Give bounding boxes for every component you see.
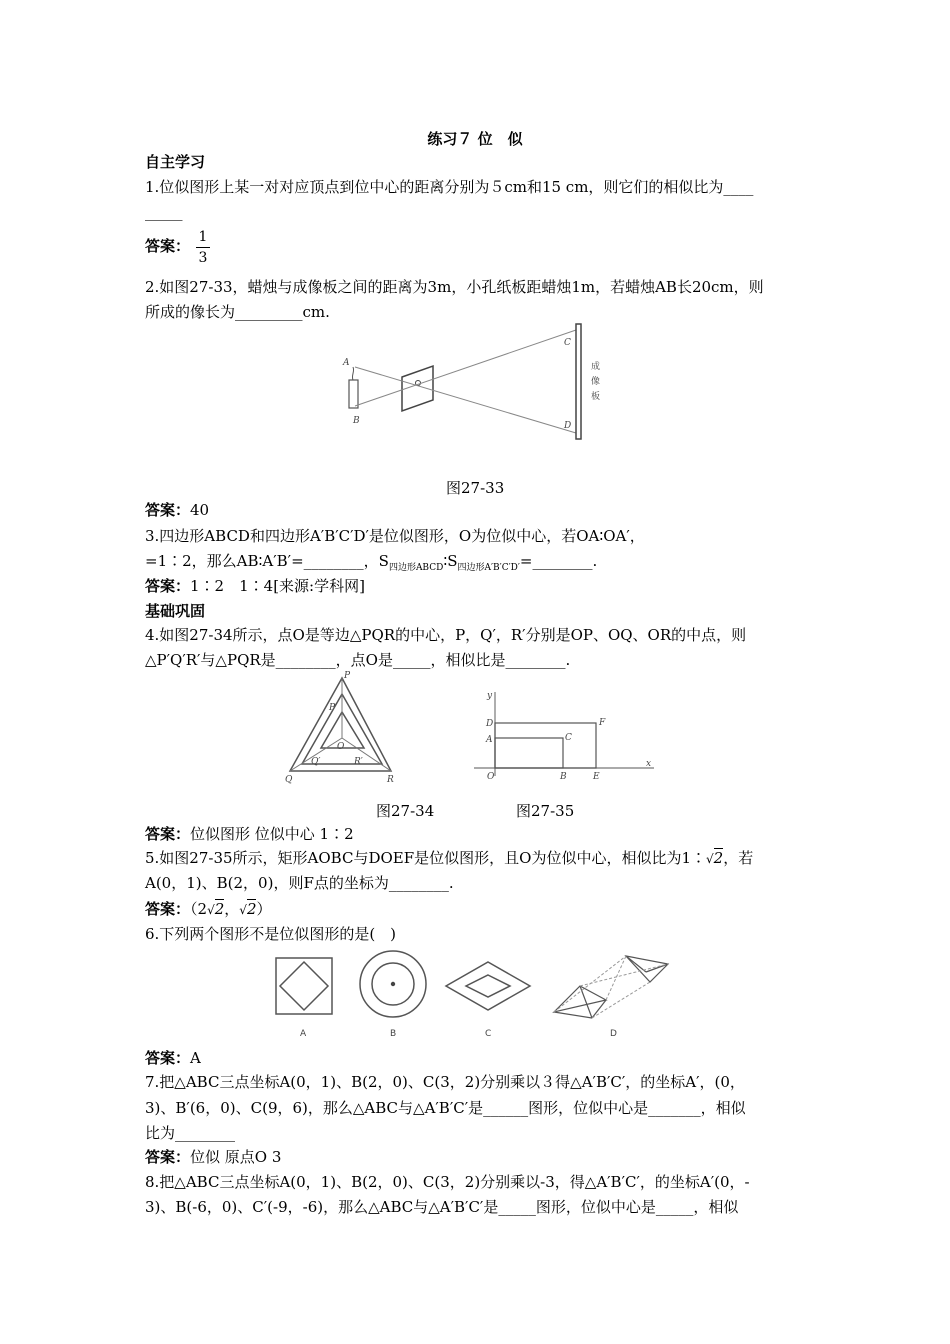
question-7-line-2: 3)、B′(6，0)、C(9，6)，那么△ABC与△A′B′C′是______图形，位似中心是_______，相似: [145, 1099, 746, 1117]
label-o: O: [487, 772, 495, 782]
option-a-figure: [276, 958, 332, 1014]
figure-27-33-pinhole-diagram: [335, 320, 615, 445]
label-r-prime: R′: [354, 757, 363, 767]
answer-2-value: 40: [190, 501, 210, 519]
label-d: D: [564, 421, 572, 431]
figure-27-35-caption: 图27-35: [516, 802, 575, 820]
imaging-board: [576, 324, 581, 439]
answer-label: 答案：: [145, 900, 191, 918]
option-d-figure: [554, 956, 668, 1018]
question-7-line-1: 7.把△ABC三点坐标A(0，1)、B(2，0)、C(3，2)分别乘以３得△A′B′C′，的坐标A′，(0，: [145, 1073, 745, 1091]
answer-4-value: 位似图形 位似中心 1∶2: [190, 825, 354, 843]
section-heading-basic: 基础巩固: [145, 602, 206, 620]
a5-open: （2: [190, 900, 208, 918]
question-5-line-2: A(0，1)、B(2，0)，则F点的坐标为________.: [145, 874, 454, 892]
q5-part-a: 5.如图27-35所示，矩形AOBC与DOEF是位似图形，且O为位似中心，相似比为1∶: [145, 849, 706, 867]
candle: [349, 380, 358, 408]
q3-part-a: =1∶2，那么AB∶A′B′=________，S: [145, 552, 389, 570]
label-o: O: [337, 742, 345, 752]
q3-subscript-1: 四边形ABCD: [388, 563, 444, 573]
question-3-line-1: 3.四边形ABCD和四边形A′B′C′D′是位似图形，O为位似中心，若OA∶OA′，: [145, 527, 645, 545]
answer-6: [145, 1048, 201, 1068]
question-7-line-3: 比为________: [145, 1124, 236, 1142]
candle-flame: [352, 367, 353, 380]
answer-1-fraction: [196, 228, 210, 267]
question-8-line-2: 3)、B(-6，0)、C′(-9，-6)，那么△ABC与△A′B′C′是_____图形，位似中心是_____，相似: [145, 1198, 739, 1216]
label-p: P: [344, 671, 351, 681]
label-y: y: [487, 691, 493, 701]
figure-27-35-rectangles: [470, 686, 660, 782]
board-char-2: 像: [591, 377, 601, 387]
label-q: Q: [285, 775, 293, 785]
answer-label: 答案：: [145, 825, 191, 843]
answer-5: [145, 899, 272, 920]
label-b: B: [353, 416, 360, 426]
sqrt-radicand: 2: [214, 900, 225, 918]
option-a-label: A: [300, 1029, 307, 1039]
sqrt-radicand: 2: [713, 849, 724, 867]
fraction-numerator: 1: [198, 229, 208, 245]
ray-a-to-d: [355, 367, 576, 433]
label-x: x: [646, 759, 652, 769]
question-3-line-2: [145, 551, 597, 578]
sqrt-sign: √: [239, 903, 247, 917]
question-2-line-2: 所成的像长为_________cm.: [145, 303, 330, 321]
label-q-prime: Q′: [311, 757, 321, 767]
figure-q6-options: [270, 946, 700, 1046]
label-a: A: [486, 735, 493, 745]
q5-part-b: ，若: [723, 849, 754, 867]
q3-subscript-2: 四边形A′B′C′D′: [457, 563, 520, 573]
answer-3: [145, 576, 365, 596]
question-1-line-1: 1.位似图形上某一对对应顶点到位中心的距离分别为５cm和15 cm，则它们的相似比为____: [145, 178, 754, 196]
board-char-3: 板: [591, 392, 601, 402]
answer-4: [145, 824, 354, 844]
label-p-prime: P′: [329, 703, 338, 713]
label-b: B: [560, 772, 567, 782]
sqrt-sign: √: [207, 903, 215, 917]
question-5-line-1: [145, 848, 753, 869]
sqrt-radicand: 2: [246, 900, 257, 918]
label-e: E: [593, 772, 600, 782]
option-c-figure: [446, 962, 530, 1010]
label-d: D: [486, 719, 494, 729]
question-4-line-1: 4.如图27-34所示，点O是等边△PQR的中心，P，Q′，R′分别是OP、OQ、OR的中点，则: [145, 626, 747, 644]
section-heading-self-study: 自主学习: [145, 153, 206, 171]
label-c: C: [564, 338, 571, 348]
label-r: R: [387, 775, 394, 785]
question-2-line-1: 2.如图27-33，蜡烛与成像板之间的距离为3m，小孔纸板距蜡烛1m，若蜡烛AB长20cm，则: [145, 278, 764, 296]
a5-close: ）: [256, 900, 272, 918]
rectangle-doef: [495, 723, 596, 768]
question-1-line-2: _____: [145, 203, 183, 221]
figure-27-33-caption: 图27-33: [446, 479, 505, 497]
option-b-figure: [360, 951, 426, 1017]
option-b-label: B: [390, 1029, 397, 1039]
figure-27-34-triangles: [283, 672, 403, 784]
q3-part-b: ∶S: [443, 552, 458, 570]
fraction-bar: [196, 247, 210, 248]
answer-label: 答案：: [145, 1148, 191, 1166]
sqrt-sign: √: [706, 852, 714, 866]
q3-part-c: =________.: [519, 552, 598, 570]
figure-27-34-caption: 图27-34: [376, 802, 435, 820]
answer-7: [145, 1147, 281, 1167]
label-c: C: [565, 733, 572, 743]
board-char-1: 成: [591, 362, 601, 372]
line-o-r: [342, 738, 391, 771]
option-c-label: C: [485, 1029, 492, 1039]
answer-7-value: 位似 原点O 3: [190, 1148, 282, 1166]
answer-label: 答案：: [145, 1049, 191, 1067]
label-a: A: [343, 358, 350, 368]
question-6: 6.下列两个图形不是位似图形的是( ): [145, 925, 397, 943]
answer-label: 答案：: [145, 501, 191, 519]
question-8-line-1: 8.把△ABC三点坐标A(0，1)、B(2，0)、C(3，2)分别乘以-3，得△A′B′C′，的坐标A′(0，-: [145, 1173, 750, 1191]
page-title: 练习７ 位 似: [427, 130, 523, 148]
option-d-label: D: [610, 1029, 617, 1039]
rectangle-aobc: [495, 738, 563, 768]
label-f: F: [599, 718, 606, 728]
fraction-denominator: 3: [198, 250, 208, 266]
answer-6-value: A: [190, 1049, 201, 1067]
answer-2: [145, 500, 209, 520]
a5-comma: ，: [224, 900, 240, 918]
question-4-line-2: △P′Q′R′与△PQR是________，点O是_____，相似比是________.: [145, 651, 571, 669]
answer-label: 答案：: [145, 577, 191, 595]
answer-label: 答案：: [145, 237, 191, 255]
answer-3-value: 1∶2 1∶4[来源:学科网]: [190, 577, 365, 595]
ray-b-to-c: [355, 330, 576, 406]
